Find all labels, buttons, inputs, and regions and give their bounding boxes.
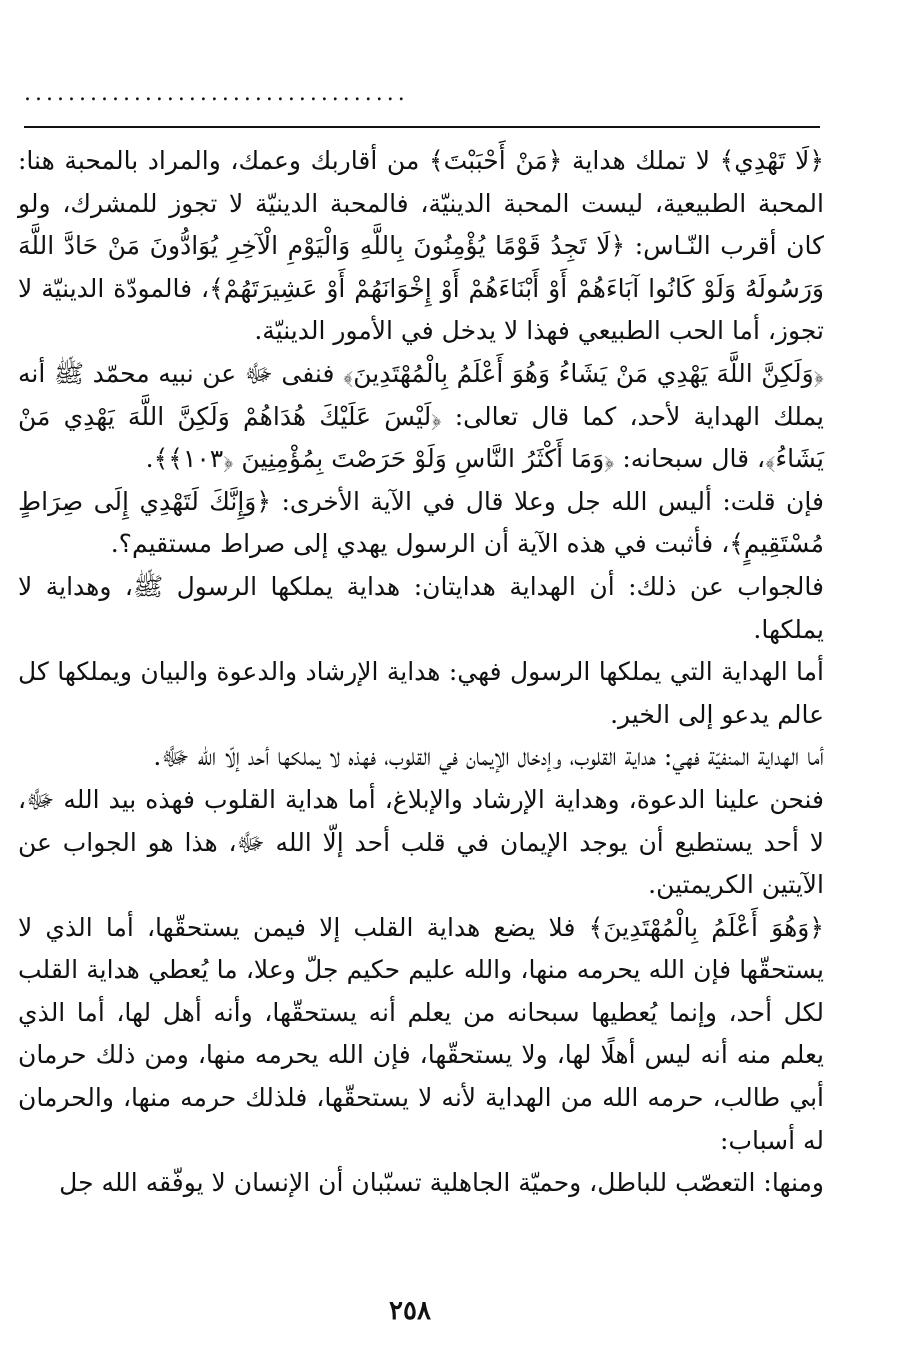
paragraph: أما الهداية التي يملكها الرسول فهي: هداية الإرشاد والدعوة والبيان ويملكها كل عالم يدعو إلى الخير.	[18, 657, 824, 729]
paragraph: ومنها: التعصّب للباطل، وحميّة الجاهلية تسبّبان أن الإنسان لا يوفّقه الله جل	[59, 1168, 824, 1198]
paragraph: فالجواب عن ذلك: أن الهداية هدايتان: هداية يملكها الرسول ﷺ، وهداية لا يملكها.	[18, 571, 824, 644]
page-number: ٢٥٨	[389, 1296, 431, 1326]
paragraph: ﴿وَهُوَ أَعْلَمُ بِالْمُهْتَدِينَ﴾ فلا يضع هداية القلب إلا فيمن يستحقّها، أما الذي لا يستحقّها فإن الله يحرمه منها، والله عليم حكيم جلّ وعلا، ما يُعطي هداية القلب لكل أحد، وإنما يُعطيها سبحانه من يعلم أنه يستحقّها، وأنه أهل لها، أما الذي يعلم منه أنه ليس أهلًا لها، ولا يستحقّها، فإن الله يحرمه منها، ومن ذلك حرمان أبي طالب، حرمه الله من الهداية لأنه لا يستحقّها، فلذلك حرمه منها، والحرمان له أسباب:	[18, 912, 825, 1155]
paragraph: ﴿وَلَكِنَّ اللَّهَ يَهْدِي مَنْ يَشَاءُ وَهُوَ أَعْلَمُ بِالْمُهْتَدِينَ﴾ فنفى ﷻ عن نبيه محمّد ﷺ أنه يملك الهداية لأحد، كما قال تعالى: ﴿لَيْسَ عَلَيْكَ هُدَاهُمْ وَلَكِنَّ اللَّهَ يَهْدِي مَنْ يَشَاءُ﴾، قال سبحانه: ﴿وَمَا أَكْثَرُ النَّاسِ وَلَوْ حَرَصْتَ بِمُؤْمِنِينَ ﴿١٠٣﴾﴾.	[18, 358, 824, 474]
paragraph: ﴿لَا تَهْدِي﴾ لا تملك هداية ﴿مَنْ أَحْبَبْتَ﴾ من أقاربك وعمك، والمراد بالمحبة هنا: المحبة الطبيعية، ليست المحبة الدينيّة، فالمحبة الدينيّة لا تجوز للمشرك، ولو كان أقرب النّـاس: ﴿لَا تَجِدُ قَوْمًا يُؤْمِنُونَ بِاللَّهِ وَالْيَوْمِ الْآخِرِ يُوَادُّونَ مَنْ حَادَّ اللَّهَ وَرَسُولَهُ وَلَوْ كَانُوا آبَاءَهُمْ أَوْ أَبْنَاءَهُمْ أَوْ إِخْوَانَهُمْ أَوْ عَشِيرَتَهُمْ﴾، فالمودّة الدينيّة لا تجوز، أما الحب الطبيعي فهذا لا يدخل في الأمور الدينيّة.	[18, 146, 824, 346]
page-body	[18, 140, 824, 1205]
header-dotted-line: ...................................	[24, 81, 409, 106]
paragraph: فنحن علينا الدعوة، وهداية الإرشاد والإبلاغ، أما هداية القلوب فهذه بيد الله ﷻ، لا أحد يستطيع أن يوجد الإيمان في قلب أحد إلّا الله ﷻ، هذا هو الجواب عن الآيتين الكريمتين.	[18, 784, 824, 900]
header-rule	[24, 126, 820, 128]
paragraph: فإن قلت: أليس الله جل وعلا قال في الآية الأخرى: ﴿وَإِنَّكَ لَتَهْدِي إِلَى صِرَاطٍ مُسْتَقِيمٍ﴾، فأثبت في هذه الآية أن الرسول يهدي إلى صراط مستقيم؟.	[18, 486, 824, 559]
paragraph: أما الهداية المنفيّة فهي: هداية القلوب، وإدخال الإيمان في القلوب، فهذه لا يملكها أحد إلّا الله ﷻ.	[153, 742, 824, 772]
